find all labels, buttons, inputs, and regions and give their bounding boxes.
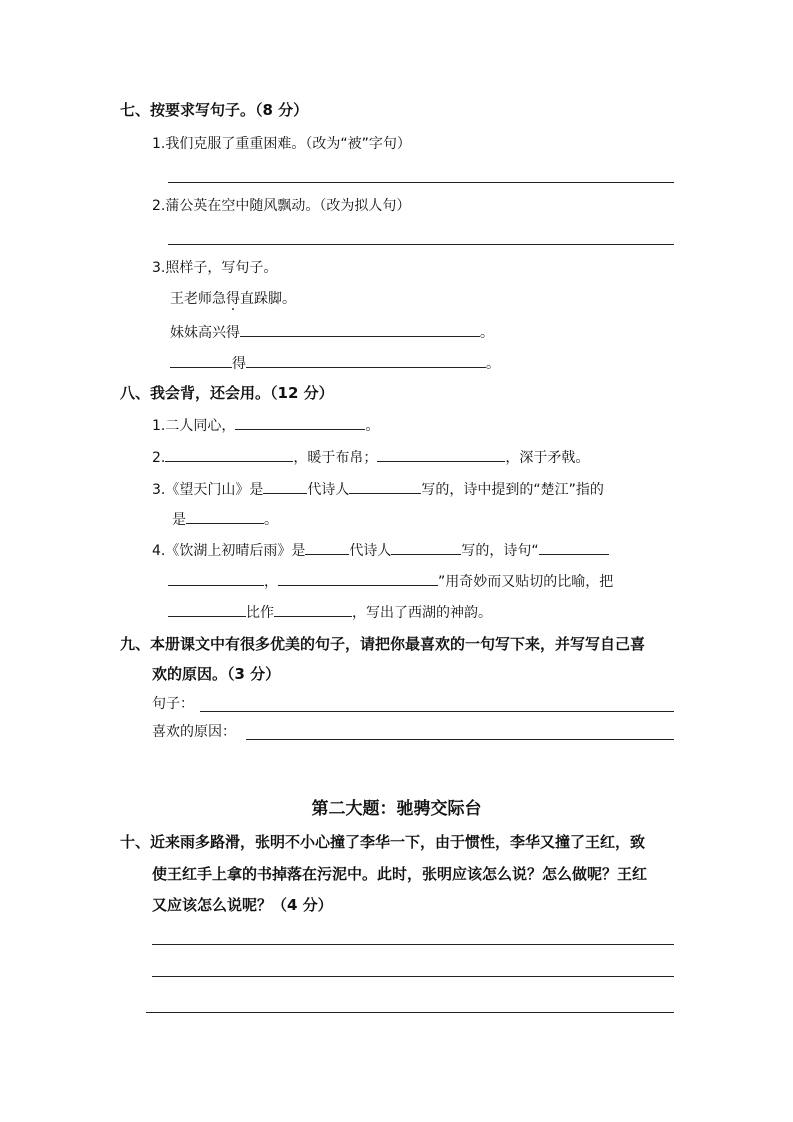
q8-blank-4e[interactable] <box>278 571 438 586</box>
q8-item4-f: 比作 <box>246 605 274 621</box>
q8-item3-cont <box>172 509 278 530</box>
q8-item3 <box>152 479 604 500</box>
q8-item2-mid: ，暖于布帛； <box>293 450 378 466</box>
q7-item3: 3.照样子，写句子。 <box>152 260 278 276</box>
q9-title-line1: 九、本册课文中有很多优美的句子，请把你最喜欢的一句写下来，并写写自己喜 <box>120 635 646 653</box>
q8-blank-3b[interactable] <box>349 479 421 494</box>
q7-item1: 1.我们克服了重重困难。（改为“被”字句） <box>152 136 411 152</box>
section2-title: 第二大题：驰骋交际台 <box>311 799 482 819</box>
q7-period-1: 。 <box>480 325 494 341</box>
q7-line1-prefix: 妹妹高兴得 <box>170 325 240 341</box>
q7-blank-1[interactable] <box>240 322 480 337</box>
q7-example-pre: 王老师急 <box>170 291 226 307</box>
q7-answer-line-2[interactable] <box>168 244 674 245</box>
q8-blank-4f[interactable] <box>168 602 246 617</box>
q8-item3-b: 代诗人 <box>307 482 350 498</box>
q8-item4-g: ，写出了西湖的神韵。 <box>352 605 492 621</box>
q7-line2-mid: 得 <box>232 356 246 372</box>
q10-answer-line-3[interactable] <box>146 1012 674 1013</box>
q8-item3-e: 。 <box>264 512 278 528</box>
q7-example-post: 直跺脚。 <box>240 291 296 307</box>
q8-item1-pre: 1.二人同心， <box>152 418 236 434</box>
q8-item4-b: 代诗人 <box>349 543 392 559</box>
q8-blank-4c[interactable] <box>539 540 609 555</box>
q10-answer-line-2[interactable] <box>152 976 674 977</box>
q8-item2-pre: 2. <box>152 450 166 466</box>
q8-item4-e: ”用奇妙而又贴切的比喻，把 <box>438 574 614 590</box>
q8-item3-c: 写的，诗中提到的“楚江”指的 <box>421 482 604 498</box>
q7-example <box>170 289 296 309</box>
q10-line2: 使王红手上拿的书掉落在污泥中。此时，张明应该怎么说？怎么做呢？王红 <box>152 865 648 883</box>
q8-item4-d: ， <box>264 574 278 590</box>
q10-line3: 又应该怎么说呢？（4 分） <box>152 896 333 914</box>
q8-item3-d: 是 <box>172 512 186 528</box>
q10-answer-line-1[interactable] <box>152 944 674 945</box>
q8-blank-1[interactable] <box>235 415 365 430</box>
q8-title: 八、我会背，还会用。（12 分） <box>120 384 334 402</box>
q8-blank-4a[interactable] <box>305 540 349 555</box>
q7-line1 <box>170 322 494 343</box>
q9-sentence-line[interactable] <box>200 711 674 712</box>
q7-line2 <box>170 353 500 374</box>
q8-item3-a: 3.《望天门山》是 <box>152 482 264 498</box>
q8-item4 <box>152 540 609 561</box>
q7-title: 七、按要求写句子。（8 分） <box>120 101 309 119</box>
q9-reason-label: 喜欢的原因： <box>152 724 236 740</box>
q8-item1-post: 。 <box>365 418 380 434</box>
q8-blank-3a[interactable] <box>263 479 307 494</box>
q9-sentence-label: 句子： <box>152 696 194 712</box>
q8-blank-4d[interactable] <box>168 571 264 586</box>
q8-item2 <box>152 447 589 468</box>
q9-reason-line[interactable] <box>246 739 674 740</box>
q8-blank-2b[interactable] <box>377 447 505 462</box>
q8-blank-4b[interactable] <box>391 540 461 555</box>
q8-item1 <box>152 415 379 436</box>
q7-item2: 2.蒲公英在空中随风飘动。（改为拟人句） <box>152 198 411 214</box>
q8-blank-3c[interactable] <box>186 509 264 524</box>
q7-answer-line-1[interactable] <box>168 182 674 183</box>
q8-blank-4g[interactable] <box>274 602 352 617</box>
q9-title-line2: 欢的原因。（3 分） <box>152 665 281 683</box>
q8-blank-2a[interactable] <box>165 447 293 462</box>
q8-item4-cont1 <box>168 571 613 592</box>
q7-period-2: 。 <box>486 356 500 372</box>
q10-line1: 十、近来雨多路滑，张明不小心撞了李华一下，由于惯性，李华又撞了王红，致 <box>120 833 646 851</box>
q7-blank-2b[interactable] <box>246 353 486 368</box>
q8-item4-a: 4.《饮湖上初晴后雨》是 <box>152 543 306 559</box>
q7-blank-2a[interactable] <box>170 353 232 368</box>
q8-item4-cont2 <box>168 602 492 623</box>
q7-example-dot: 得 <box>226 291 240 307</box>
q8-item4-c: 写的，诗句“ <box>461 543 539 559</box>
q8-item2-post: ，深于矛戟。 <box>505 450 590 466</box>
